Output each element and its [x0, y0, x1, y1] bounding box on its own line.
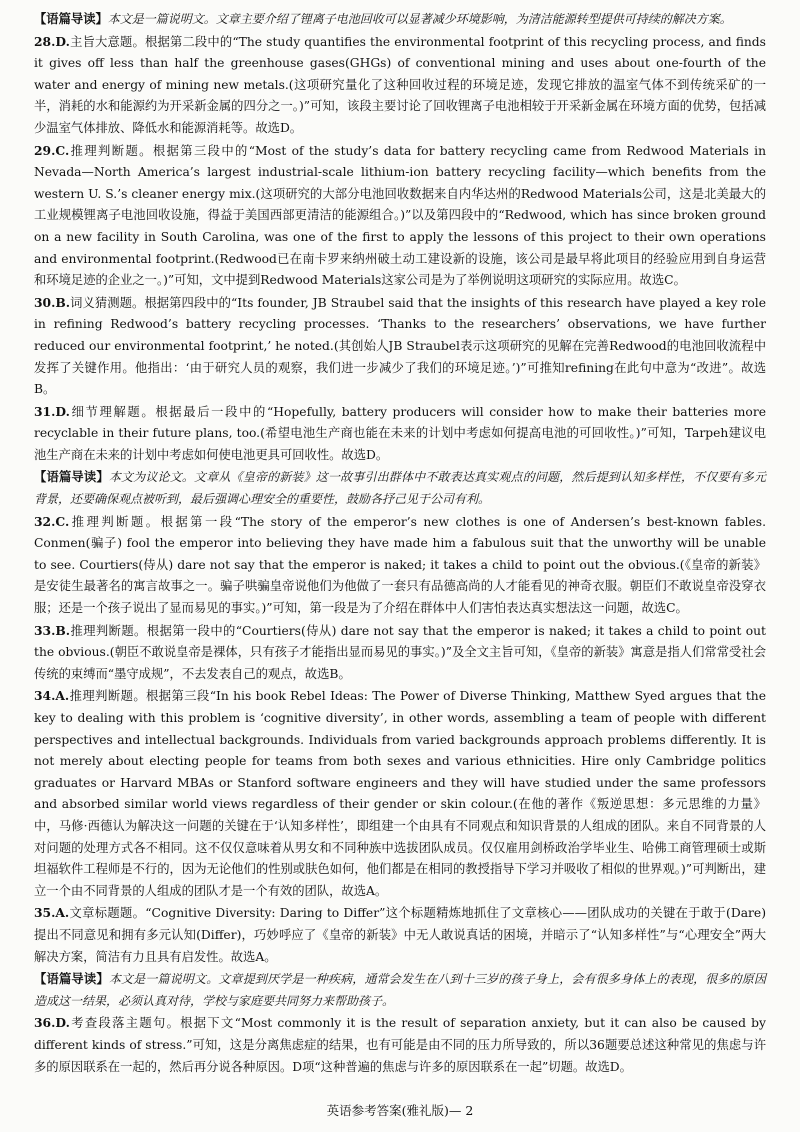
- reading-guide: [34, 466, 766, 510]
- answer-explanation: 词义猜测题。根据第四段中的“Its founder, JB Straubel said that the insights of this research have played a key role in refining Redwood’s battery recycling processes. ‘Thanks to the researchers’ observations, we have further reduced our environmental footprint,’ he noted.(其创始人JB Straubel表示这项研究的见解在完善Redwood的电池回收流程中发挥了关键作用。他指出：‘由于研究人员的观察，我们进一步减少了我们的环境足迹。’)”可推知refining在此句中意为“改进”。故选B。: [34, 295, 766, 397]
- answer-explanation: 文章标题题。“Cognitive Diversity: Daring to Differ”这个标题精炼地抓住了文章核心——团队成功的关键在于敢于(Dare)提出不同意见和拥有多元认知(Differ)，巧妙呼应了《皇帝的新装》中无人敢说真话的困境，并暗示了“认知多样性”与“心理安全”两大解决方案，简洁有力且具有启发性。故选A。: [34, 906, 766, 964]
- answer-explanation: 推理判断题。根据第三段中的“Most of the study’s data for battery recycling came from Redwood Materials in Nevada—North America’s largest industrial-scale lithium-ion battery recycling facility—which benefits from the western U. S.’s cleaner energy mix.(这项研究的大部分电池回收数据来自内华达州的Redwood Materials公司，这是北美最大的工业规模锂离子电池回收设施，得益于美国西部更清洁的能源组合。)”以及第四段中的“Redwood, which has since broken ground on a new facility in South Carolina, was one of the first to apply the lessons of this project to their own operations and environmental footprint.(Redwood已在南卡罗来纳州破土动工建设新的设施，该公司是最早将此项目的经验应用到自身运营和环境足迹的企业之一。)”可知，文中提到Redwood Materials这家公司是为了举例说明这项研究的实际应用。故选C。: [34, 143, 766, 288]
- answer-number: 29.C.: [34, 142, 70, 158]
- answer-number: 35.A.: [34, 905, 70, 921]
- answer-item: [34, 401, 766, 467]
- guide-tag: 【语篇导读】: [34, 11, 108, 26]
- answer-number: 28.D.: [34, 33, 70, 49]
- answer-item: [34, 292, 766, 401]
- answer-item: [34, 620, 766, 686]
- guide-text: 本文是一篇说明文。文章主要介绍了锂离子电池回收可以显著减少环境影响，为清洁能源转型提供可持续的解决方案。: [107, 12, 732, 26]
- answer-explanation: 推理判断题。根据第三段“In his book Rebel Ideas: The Power of Diverse Thinking, Matthew Syed argues that the key to dealing with this problem is ‘cognitive diversity’, in other words, assembling a team of people with different perspectives and intellectual backgrounds. Individuals from varied backgrounds approach problems differently. It is not merely about electing people for teams from both sexes and various ethnicities. Hire only Cambridge politics graduates or Harvard MBAs or Stanford software engineers and they will have studied under the same professors and absorbed similar world views regardless of their gender or skin colour.(在他的著作《叛逆思想：多元思维的力量》中，马修·西德认为解决这一问题的关键在于‘认知多样性’，即组建一个由具有不同观点和知识背景的人组成的团队。来自不同背景的人对问题的处理方式各不相同。这不仅仅意味着从男女和不同种族中选拔团队成员。仅仅雇用剑桥政治学毕业生、哈佛工商管理硕士或斯坦福软件工程师是不行的，因为无论他们的性别或肤色如何，他们都是在相同的教授指导下学习并吸收了相似的世界观。)”可判断出，建立一个由不同背景的人组成的团队才是一个有效的团队，故选A。: [34, 689, 766, 898]
- guide-text: 本文为议论文。文章从《皇帝的新装》这一故事引出群体中不敢表达真实观点的问题，然后提到认知多样性，不仅要有多元背景，还要确保观点被听到，最后强调心理安全的重要性，鼓励各抒己见于公司有利。: [34, 470, 766, 507]
- page-footer: 英语参考答案(雅礼版)— 2: [326, 1103, 474, 1118]
- answer-explanation: 推理判断题。根据第一段中的“Courtiers(侍从) dare not say that the emperor is naked; it takes a child to point out the obvious.(朝臣不敢说皇帝是裸体，只有孩子才能指出显而易见的事实。)”及全文主旨可知，《皇帝的新装》寓意是指人们常常受社会传统的束缚而“墨守成规”，不去发表自己的观点，故选B。: [34, 623, 766, 681]
- answer-explanation: 考查段落主题句。根据下文“Most commonly it is the result of separation anxiety, but it can also be caused by different kinds of stress.”可知，这是分离焦虑症的结果，也有可能是由不同的压力所导致的，所以36题要总述这种常见的焦虑与许多的原因联系在一起的，然后再分说各种原因。D项“这种普遍的焦虑与许多的原因联系在一起”切题。故选D。: [34, 1016, 766, 1074]
- guide-text: 本文是一篇说明文。文章提到厌学是一种疾病，通常会发生在八到十三岁的孩子身上，会有很多身体上的表现，很多的原因造成这一结果，必须认真对待，学校与家庭要共同努力来帮助孩子。: [34, 972, 766, 1008]
- answer-item: [34, 31, 766, 140]
- answer-explanation: 推理判断题。根据第一段“The story of the emperor’s new clothes is one of Andersen’s best-known fables. Conmen(骗子) fool the emperor into believing they have made him a fabulous suit that the unworthy will be unable to see. Courtiers(侍从) dare not say that the emperor is naked; it takes a child to point out the obvious.(《皇帝的新装》是安徒生最著名的寓言故事之一。骗子哄骗皇帝说他们为他做了一套只有品德高尚的人才能看见的神奇衣服。朝臣们不敢说皇帝没穿衣服；还是一个孩子说出了显而易见的事实。)”可知，第一段是为了介绍在群体中人们害怕表达真实想法这一问题，故选C。: [34, 514, 766, 616]
- guide-tag: 【语篇导读】: [34, 971, 109, 987]
- answer-item: [34, 1012, 766, 1078]
- answer-explanation: 主旨大意题。根据第二段中的“The study quantifies the environmental footprint of this recycling process, and finds it gives off less than half the greenhouse gases(GHGs) of conventional mining and uses about one-fourth of the water and energy of mining new metals.(这项研究量化了这种回收过程的环境足迹，发现它排放的温室气体不到传统采矿的一半，消耗的水和能源约为开采新金属的四分之一。)”可知，该段主要讨论了回收锂离子电池相较于开采新金属在环境方面的优势，包括减少温室气体排放、降低水和能源消耗等。故选D。: [34, 34, 766, 135]
- answer-number: 34.A.: [34, 688, 70, 704]
- answer-explanation: 细节理解题。根据最后一段中的“Hopefully, battery producers will consider how to make their batteries more recyclable in their future plans, too.(希望电池生产商也能在未来的计划中考虑如何提高电池的可回收性。)”可知，Tarpeh建议电池生产商在未来的计划中考虑如何使电池更具可回收性。故选D。: [34, 404, 766, 462]
- answer-number: 30.B.: [34, 294, 71, 310]
- answer-item: [34, 511, 766, 620]
- answer-item: [34, 140, 766, 292]
- reading-guide: [34, 8, 766, 31]
- answer-item: [34, 685, 766, 902]
- answer-number: 36.D.: [34, 1015, 70, 1031]
- guide-tag: 【语篇导读】: [34, 469, 109, 485]
- answer-number: 31.D.: [34, 403, 70, 419]
- answer-number: 32.C.: [34, 513, 70, 529]
- answer-number: 33.B.: [34, 622, 71, 638]
- answer-item: [34, 902, 766, 968]
- answer-content: [34, 8, 766, 1078]
- reading-guide: [34, 968, 766, 1012]
